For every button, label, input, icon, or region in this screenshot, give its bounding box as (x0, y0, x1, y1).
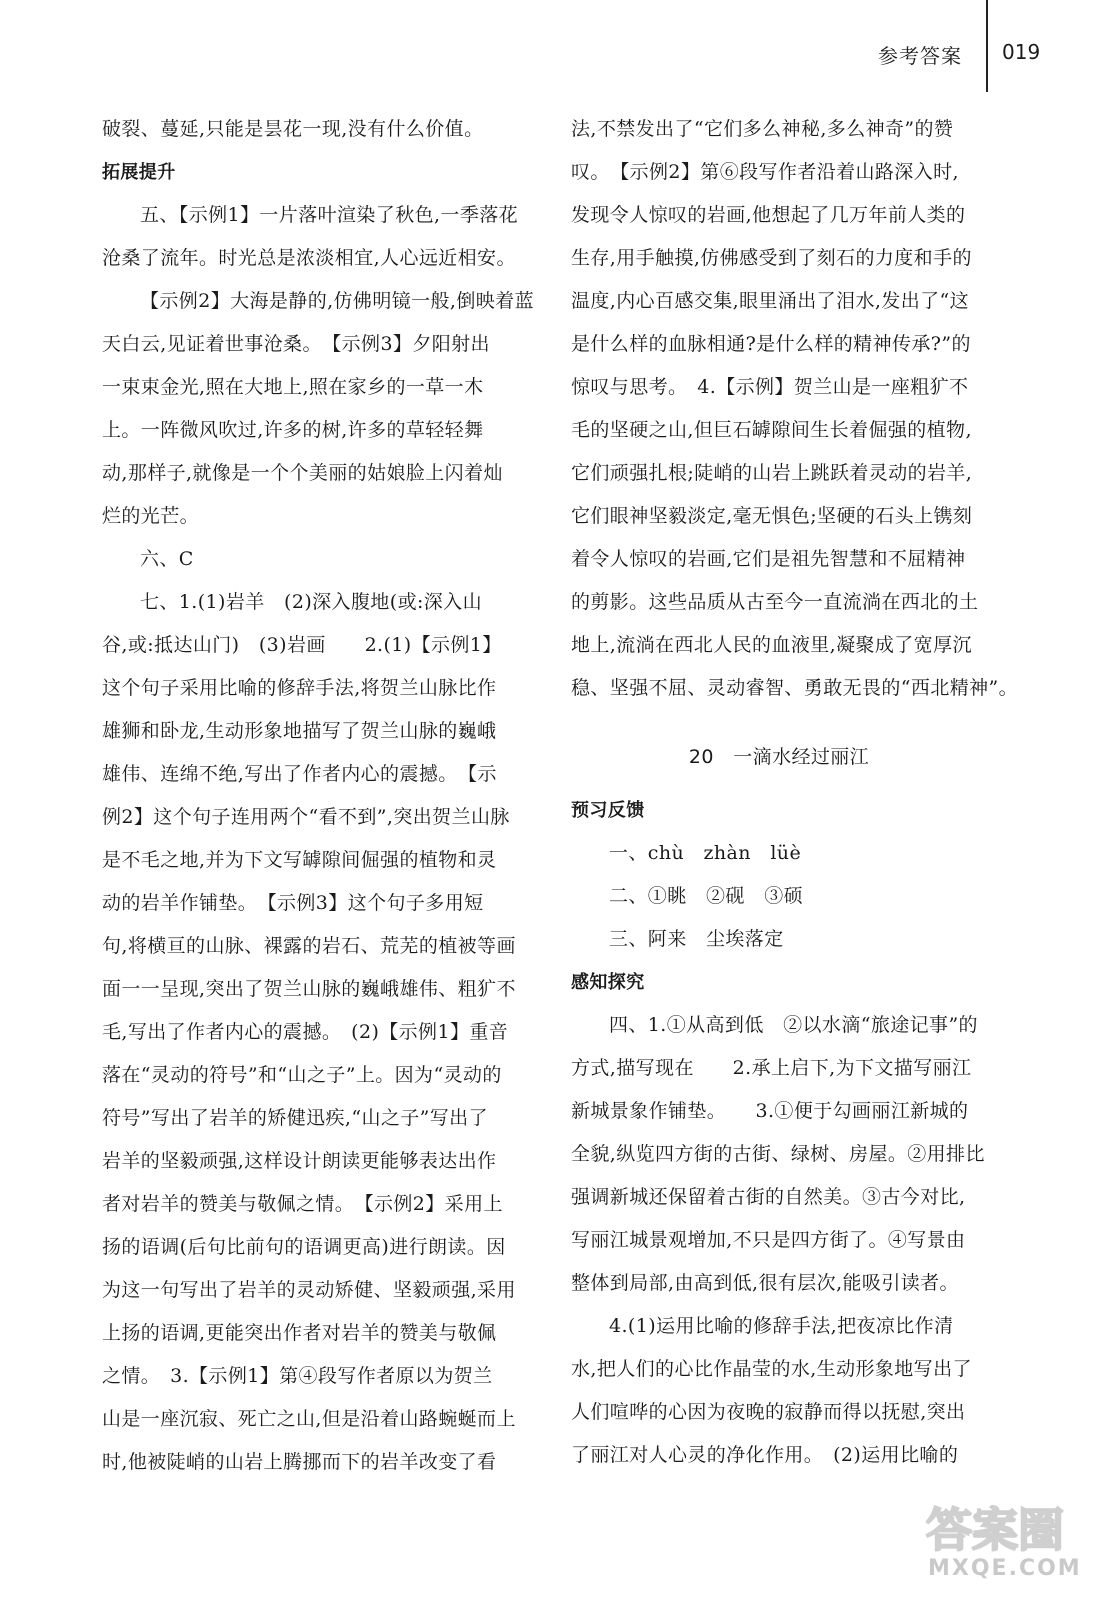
heading-preview: 预习反馈 (571, 800, 645, 821)
text-line: 符号”写出了岩羊的矫健迅疾,“山之子”写出了 (102, 1107, 488, 1129)
page-number: 019 (1002, 40, 1041, 64)
heading-extension: 拓展提升 (102, 162, 176, 183)
left-column (102, 108, 534, 1484)
text-line: 它们眼神坚毅淡定,毫无惧色;坚硬的石头上镌刻 (571, 505, 973, 527)
question-five-block (102, 194, 534, 538)
text-line: 了丽江对人心灵的净化作用。 (2)运用比喻的 (571, 1444, 959, 1466)
text-line: 破裂、蔓延,只能是昙花一现,没有什么价值。 (102, 118, 484, 140)
text-line: 【示例2】大海是静的,仿佛明镜一般,倒映着蓝 (140, 290, 534, 312)
text-line: 毛的坚硬之山,但巨石罅隙间生长着倔强的植物, (571, 419, 972, 441)
watermark-logo (922, 1498, 1088, 1588)
text-line: 写丽江城景观增加,不只是四方街了。④写景由 (571, 1229, 966, 1251)
text-line: 雄狮和卧龙,生动形象地描写了贺兰山脉的巍峨 (102, 720, 497, 742)
text-line: 新城景象作铺垫。 3.①便于勾画丽江新城的 (571, 1100, 969, 1122)
answer-line: 三、阿来 尘埃落定 (609, 928, 784, 950)
text-line: 雄伟、连绵不绝,写出了作者内心的震撼。 【示 (102, 763, 497, 785)
text-line: 扬的语调(后句比前句的语调更高)进行朗读。因 (102, 1236, 506, 1258)
text-line: 五、【示例1】一片落叶渲染了秋色,一季落花 (140, 204, 519, 226)
text-line: 烂的光芒。 (102, 505, 200, 527)
page-header (0, 0, 1118, 100)
text-line: 七、1.(1)岩羊 (2)深入腹地(或:深入山 (140, 591, 482, 613)
text-line: 方式,描写现在 2.承上启下,为下文描写丽江 (571, 1057, 972, 1079)
question-four-block (571, 1004, 987, 1477)
text-line: 强调新城还保留着古街的自然美。③古今对比, (571, 1186, 966, 1208)
lesson-title: 20 一滴水经过丽江 (688, 746, 870, 768)
text-line: 水,把人们的心比作晶莹的水,生动形象地写出了 (571, 1358, 972, 1380)
text-line: 地上,流淌在西北人民的血液里,凝聚成了宽厚沉 (571, 634, 972, 656)
text-line: 毛,写出了作者内心的震撼。 (2)【示例1】重音 (102, 1021, 509, 1043)
watermark-glyph-icon (922, 1498, 1088, 1558)
text-line: 是什么样的血脉相通?是什么样的精神传承?”的 (571, 333, 971, 355)
text-line: 岩羊的坚毅顽强,这样设计朗读更能够表达出作 (102, 1150, 497, 1172)
text-line: 四、1.①从高到低 ②以水滴“旅途记事”的 (609, 1014, 978, 1036)
text-line: 稳、坚强不屈、灵动睿智、勇敢无畏的“西北精神”。 (571, 677, 1019, 699)
watermark-site: MXQE.COM (928, 1556, 1082, 1581)
continued-answer-block (571, 108, 1019, 710)
left-intro-block (102, 108, 518, 151)
text-line: 时,他被陡峭的山岩上腾挪而下的岩羊改变了看 (102, 1451, 497, 1473)
text-line: 它们顽强扎根;陡峭的山岩上跳跃着灵动的岩羊, (571, 462, 973, 484)
text-line: 生存,用手触摸,仿佛感受到了刻石的力度和手的 (571, 247, 972, 269)
text-line: 全貌,纵览四方街的古街、绿树、房屋。②用排比 (571, 1143, 985, 1165)
text-line: 的剪影。这些品质从古至今一直流淌在西北的土 (571, 591, 979, 613)
text-line: 上扬的语调,更能突出作者对岩羊的赞美与敬佩 (102, 1322, 497, 1344)
text-line: 惊叹与思考。 4.【示例】贺兰山是一座粗犷不 (571, 376, 969, 398)
text-line: 发现令人惊叹的岩画,他想起了几万年前人类的 (571, 204, 966, 226)
text-line: 之情。 3.【示例1】第④段写作者原以为贺兰 (102, 1365, 493, 1387)
text-line: 谷,或:抵达山门) (3)岩画 2.(1)【示例1】 (102, 634, 502, 656)
text-line: 动的岩羊作铺垫。 【示例3】这个句子多用短 (102, 892, 484, 914)
text-line: 句,将横亘的山脉、裸露的岩石、荒芜的植被等画 (102, 935, 516, 957)
watermark-logo-text: 答案圈 (926, 1503, 1064, 1557)
text-line: 例2】这个句子连用两个“看不到”,突出贺兰山脉 (102, 806, 510, 828)
heading-inquiry: 感知探究 (571, 972, 645, 993)
header-divider (986, 0, 988, 92)
text-line: 人们喧哗的心因为夜晚的寂静而得以抚慰,突出 (571, 1401, 966, 1423)
text-line: 天白云,见证着世事沧桑。 【示例3】夕阳射出 (102, 333, 490, 355)
text-line: 落在“灵动的符号”和“山之子”上。因为“灵动的 (102, 1064, 502, 1086)
text-line: 动,那样子,就像是一个个美丽的姑娘脸上闪着灿 (102, 462, 503, 484)
text-line: 一束束金光,照在大地上,照在家乡的一草一木 (102, 376, 484, 398)
text-line: 着令人惊叹的岩画,它们是祖先智慧和不屈精神 (571, 548, 966, 570)
running-title: 参考答案 (878, 44, 962, 68)
text-line: 是不毛之地,并为下文写罅隙间倔强的植物和灵 (102, 849, 497, 871)
text-line: 4.(1)运用比喻的修辞手法,把夜凉比作清 (609, 1315, 954, 1337)
text-line: 沧桑了流年。时光总是浓淡相宜,人心远近相安。 (102, 247, 516, 269)
question-seven-block (102, 581, 518, 1484)
question-six-line: 六、C (140, 548, 194, 570)
text-line: 山是一座沉寂、死亡之山,但是沿着山路蜿蜒而上 (102, 1408, 516, 1430)
text-line: 叹。 【示例2】第⑥段写作者沿着山路深入时, (571, 161, 959, 183)
answer-line: 一、chù zhàn lüè (609, 842, 802, 864)
text-line: 上。一阵微风吹过,许多的树,许多的草轻轻舞 (102, 419, 484, 441)
text-line: 这个句子采用比喻的修辞手法,将贺兰山脉比作 (102, 677, 497, 699)
text-line: 温度,内心百感交集,眼里涌出了泪水,发出了“这 (571, 290, 970, 312)
text-line: 面一一呈现,突出了贺兰山脉的巍峨雄伟、粗犷不 (102, 978, 516, 1000)
right-column (571, 108, 1019, 1477)
text-line: 者对岩羊的赞美与敬佩之情。 【示例2】采用上 (102, 1193, 503, 1215)
text-line: 整体到局部,由高到低,很有层次,能吸引读者。 (571, 1272, 959, 1294)
answer-line: 二、①眺 ②砚 ③硕 (609, 885, 804, 907)
preview-answers (571, 832, 987, 961)
text-line: 法,不禁发出了“它们多么神秘,多么神奇”的赞 (571, 118, 954, 140)
text-line: 为这一句写出了岩羊的灵动矫健、坚毅顽强,采用 (102, 1279, 516, 1301)
